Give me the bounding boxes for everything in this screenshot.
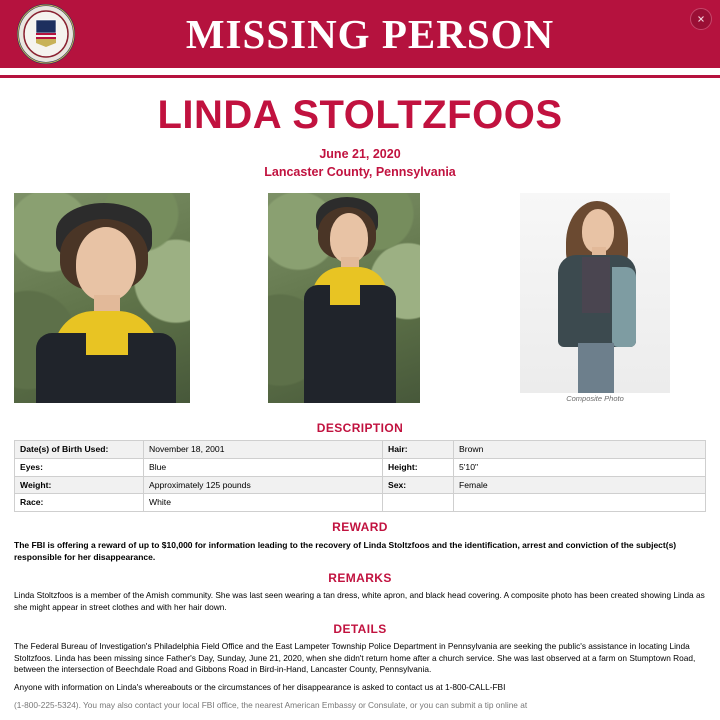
height-value: 5'10" — [454, 458, 706, 476]
reward-text: The FBI is offering a reward of up to $10,000 for information leading to the recovery of Linda Stoltzfoos and the identification, arrest and conviction of the subject(s) responsible for her disappearance. — [14, 540, 677, 563]
section-heading-remarks: REMARKS — [328, 571, 392, 586]
race-value: White — [144, 494, 383, 512]
sex-value: Female — [454, 476, 706, 494]
photo-row — [0, 193, 720, 413]
photo-left — [14, 193, 190, 403]
table-row — [15, 494, 706, 512]
poster-header — [0, 0, 720, 68]
section-heading-reward: REWARD — [332, 520, 388, 535]
empty-value — [454, 494, 706, 512]
details-text: The Federal Bureau of Investigation's Philadelphia Field Office and the East Lampeter Township Police Department in Pennsylvania are seeking the public's assistance in locating Linda Stoltzfoos. Linda has been missing since Father's Day, Sunday, June 21, 2020, when she didn't return home after a church service. She was last observed at a farm on Stumptown Road, between the intersection of Beechdale Road and Gibbons Road in Bird-in-Hand, Lancaster County, Pennsylvania. — [14, 640, 696, 675]
description-table — [14, 440, 706, 512]
composite-photo-caption: Composite Photo — [566, 394, 624, 404]
table-row — [15, 458, 706, 476]
incident-location: Lancaster County, Pennsylvania — [264, 165, 456, 180]
hair-value: Brown — [454, 441, 706, 459]
contact-text-secondary: (1-800-225-5324). You may also contact your local FBI office, the nearest American Embassy or Consulate, or you can submit a tip online at — [14, 700, 528, 710]
table-row — [15, 441, 706, 459]
dob-value: November 18, 2001 — [144, 441, 383, 459]
sex-label: Sex: — [383, 476, 454, 494]
eyes-value: Blue — [144, 458, 383, 476]
eyes-label: Eyes: — [15, 458, 144, 476]
fbi-seal-icon — [14, 4, 78, 66]
poster-title: MISSING PERSON — [185, 10, 555, 57]
dob-label: Date(s) of Birth Used: — [15, 441, 144, 459]
contact-text: Anyone with information on Linda's whereabouts or the circumstances of her disappearance is asked to contact us at 1-800-CALL-FBI — [14, 682, 506, 693]
height-label: Height: — [383, 458, 454, 476]
photo-composite — [520, 193, 670, 393]
section-heading-description: DESCRIPTION — [316, 421, 404, 436]
hair-label: Hair: — [383, 441, 454, 459]
incident-date: June 21, 2020 — [319, 147, 401, 161]
page-title: LINDA STOLTZFOOS — [157, 93, 563, 137]
close-icon[interactable] — [690, 8, 712, 30]
remarks-text: Linda Stoltzfoos is a member of the Amish community. She was last seen wearing a tan dress, white apron, and black head covering. A composite photo has been created showing Linda as she might appear in street clothes and with her hair down. — [14, 590, 705, 613]
weight-value: Approximately 125 pounds — [144, 476, 383, 494]
header-divider — [0, 68, 720, 78]
table-row — [15, 476, 706, 494]
empty-label — [383, 494, 454, 512]
race-label: Race: — [15, 494, 144, 512]
section-heading-details: DETAILS — [333, 621, 387, 636]
photo-center — [268, 193, 420, 403]
weight-label: Weight: — [15, 476, 144, 494]
